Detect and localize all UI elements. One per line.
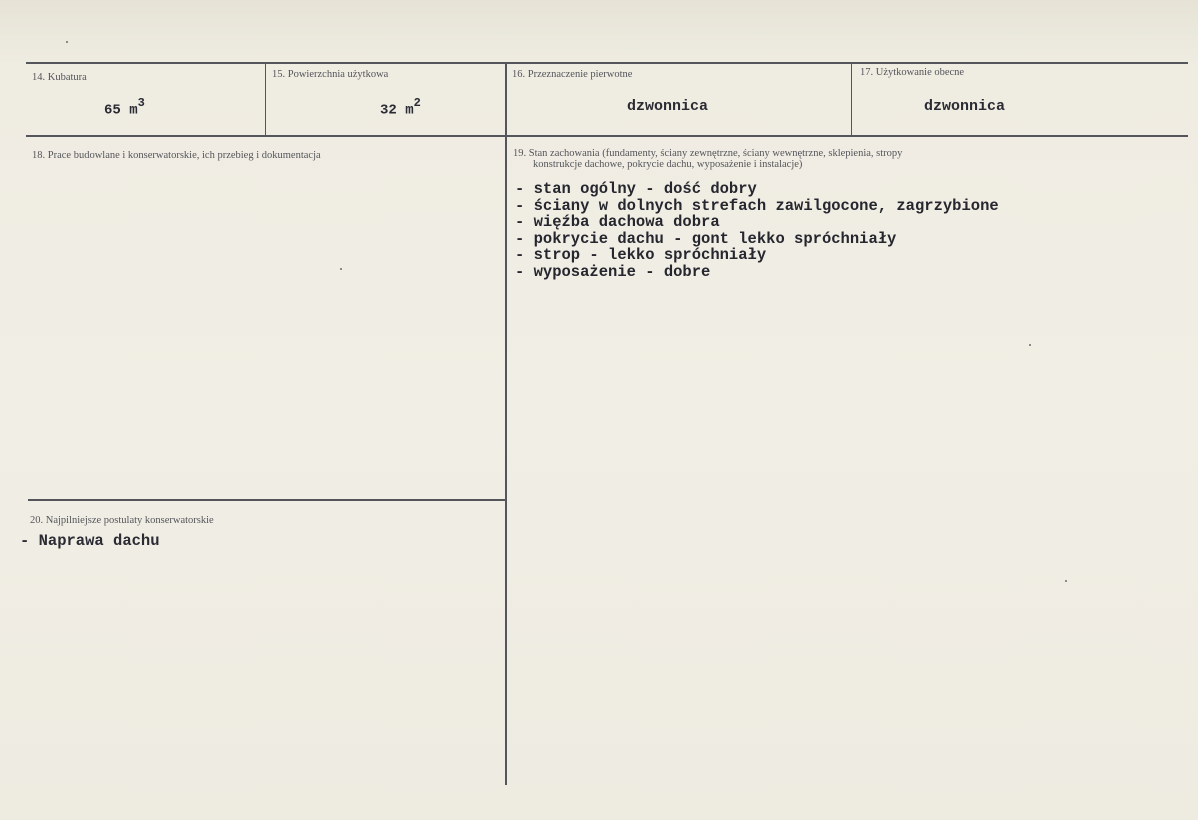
field-15-exponent: 2 bbox=[413, 96, 421, 110]
field-19-label-line1: 19. Stan zachowania (fundamenty, ściany zewnętrzne, ściany wewnętrzne, sklepienia, stropy bbox=[513, 148, 903, 159]
field-15-label: 15. Powierzchnia użytkowa bbox=[272, 69, 389, 80]
condition-item: - pokrycie dachu - gont lekko spróchniały bbox=[515, 229, 897, 248]
main-column-divider bbox=[505, 63, 507, 785]
field-14-label: 14. Kubatura bbox=[32, 72, 87, 83]
field-15-number: 32 m bbox=[380, 102, 414, 119]
field-14-value bbox=[104, 98, 145, 119]
field-16-label: 16. Przeznaczenie pierwotne bbox=[512, 69, 633, 80]
condition-list bbox=[515, 181, 999, 281]
paper-speck bbox=[1065, 580, 1067, 582]
condition-item: - wyposażenie - dobre bbox=[515, 262, 711, 281]
field-14-number: 65 m bbox=[104, 102, 138, 119]
field-15-value bbox=[380, 98, 421, 119]
condition-item: - stan ogólny - dość dobry bbox=[515, 180, 757, 198]
paper-speck bbox=[1029, 344, 1031, 346]
field-17-label: 17. Użytkowanie obecne bbox=[860, 67, 965, 78]
paper-speck bbox=[340, 268, 342, 270]
condition-item: - więźba dachowa dobra bbox=[515, 213, 720, 232]
field-17-value: dzwonnica bbox=[924, 98, 1006, 115]
field-20-value: - Naprawa dachu bbox=[20, 532, 160, 550]
section-18-20-rule bbox=[28, 499, 506, 501]
paper-speck bbox=[66, 41, 68, 43]
top-rule bbox=[26, 62, 1188, 64]
divider-14-15 bbox=[265, 63, 266, 136]
field-20-label: 20. Najpilniejsze postulaty konserwatorskie bbox=[30, 515, 214, 526]
header-row-rule bbox=[26, 135, 1188, 137]
condition-item: - ściany w dolnych strefach zawilgocone, zagrzybione bbox=[515, 196, 999, 215]
divider-16-17 bbox=[851, 63, 852, 136]
field-16-value: dzwonnica bbox=[627, 98, 709, 115]
field-19-label-line2: konstrukcje dachowe, pokrycie dachu, wyposażenie i instalacje) bbox=[533, 159, 803, 170]
condition-item: - strop - lekko spróchniały bbox=[515, 246, 767, 265]
field-14-exponent: 3 bbox=[137, 96, 145, 110]
field-18-label: 18. Prace budowlane i konserwatorskie, ich przebieg i dokumentacja bbox=[32, 150, 321, 161]
